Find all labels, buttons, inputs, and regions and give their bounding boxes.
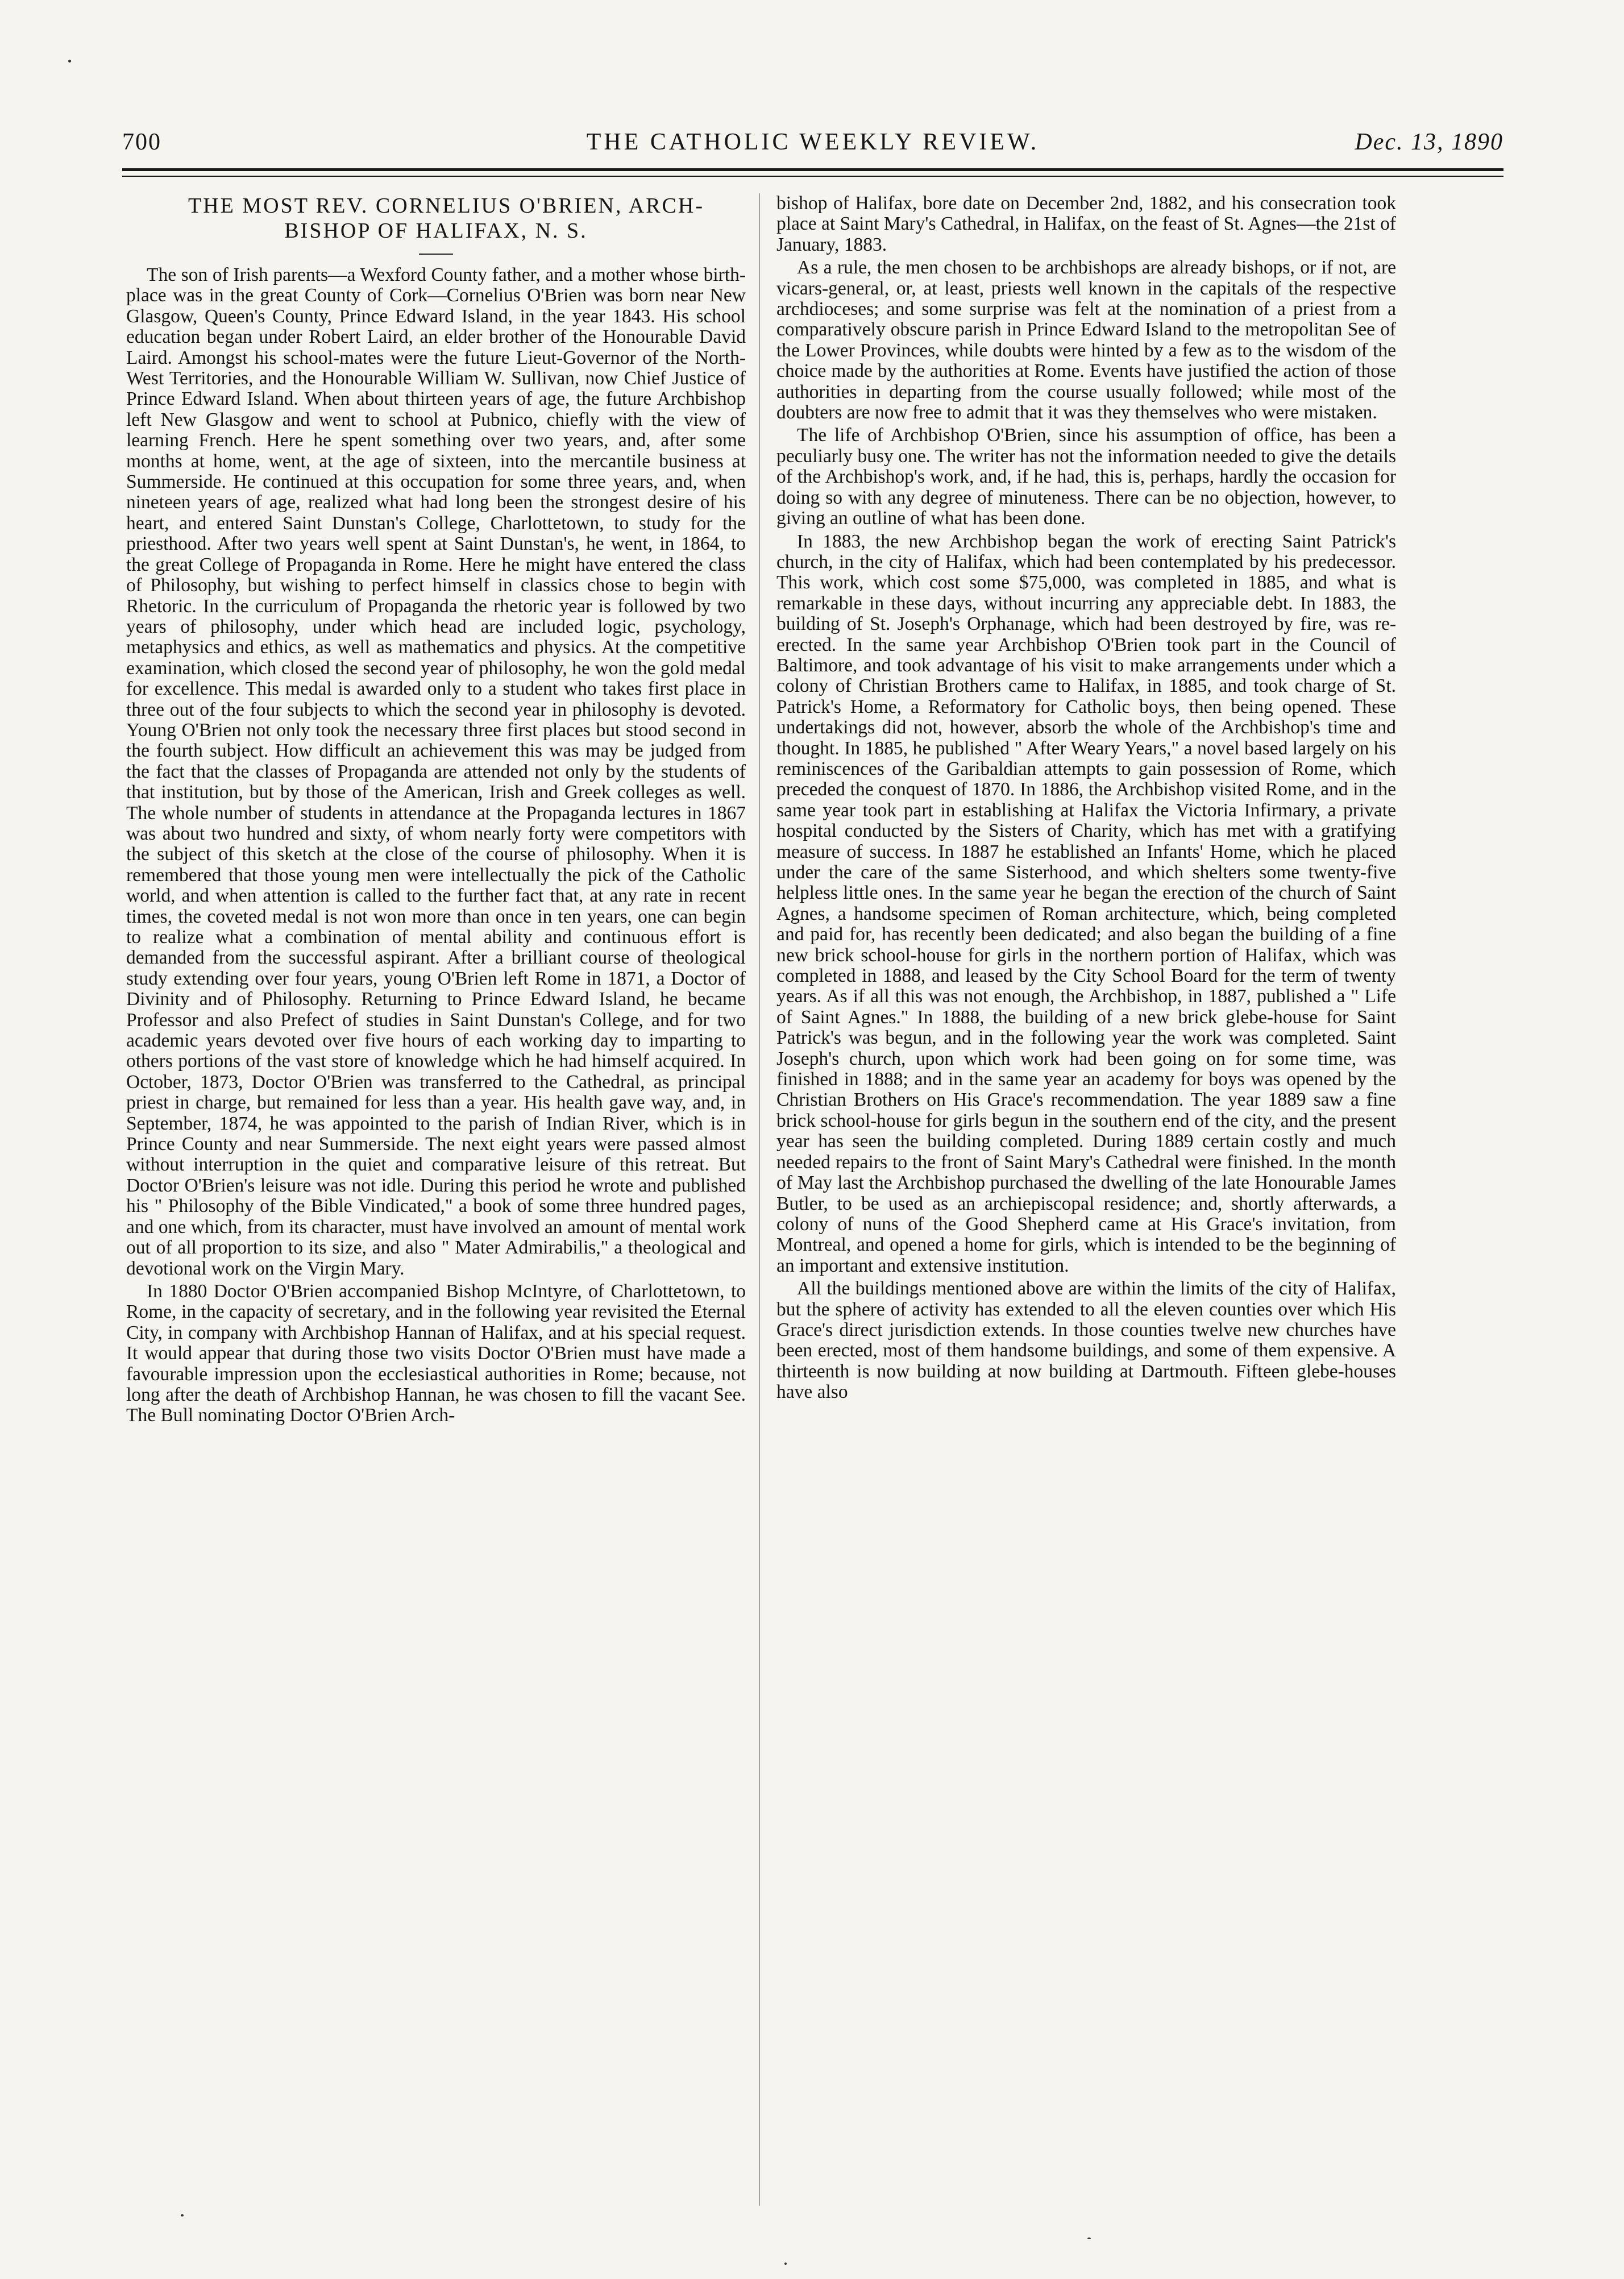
left-column [126, 193, 746, 1426]
print-speck [1087, 2238, 1091, 2239]
paragraph: As a rule, the men chosen to be archbishops are already bishops, or if not, are vicars-general, or, at least, priests well known in the capitals of the respective archdioceses; and some surprise was felt at the nomination of a priest from a comparatively obscure parish in Prince Edward Island to the metropolitan See of the Lower Provinces, while doubts were hinted by a few as to the wisdom of the choice made by the authorities at Rome. Events have justified the action of those authorities in departing from the course usually followed; while most of the doubters are now free to admit that it was they themselves who were mistaken. [776, 257, 1396, 424]
article-title: THE MOST REV. CORNELIUS O'BRIEN, ARCH-BISHOP OF HALIFAX, N. S. [188, 194, 704, 243]
issue-date: Dec. 13, 1890 [1355, 129, 1503, 155]
page-header [122, 119, 1503, 161]
paragraph: bishop of Halifax, bore date on December 2nd, 1882, and his consecration took place at Saint Mary's Cathedral, in Halifax, on the feast of St. Agnes—the 21st of January, 1883. [776, 193, 1396, 255]
publication-title: THE CATHOLIC WEEKLY REVIEW. [586, 129, 1040, 155]
print-speck [181, 2214, 184, 2216]
title-separator [419, 254, 453, 255]
paragraph: In 1880 Doctor O'Brien accompanied Bishop McIntyre, of Charlottetown, to Rome, in the capacity of secretary, and in the following year revisited the Eternal City, in company with Archbishop Hannan of Halifax, and at his special request. It would appear that during those two visits Doctor O'Brien must have made a favourable impression upon the ecclesiastical authorities in Rome; because, not long after the death of Archbishop Hannan, he was chosen to fill the vacant See. The Bull nominating Doctor O'Brien Arch- [126, 1280, 746, 1426]
paragraph: The son of Irish parents—a Wexford County father, and a mother whose birth-place was in the great County of Cork—Cornelius O'Brien was born near New Glasgow, Queen's County, Prince Edward Island, in the year 1843. His school education began under Robert Laird, an elder brother of the Honourable David Laird. Amongst his school-mates were the future Lieut-Governor of the North-West Territories, and the Honourable William W. Sullivan, now Chief Justice of Prince Edward Island. When about thirteen years of age, the future Archbishop left New Glasgow and went to school at Pubnico, chiefly with the view of learning French. Here he spent something over two years, and, after some months at home, went, at the age of sixteen, into the mercantile business at Summerside. He continued at this occupation for some three years, and, when nineteen years of age, realized what had long been the strongest desire of his heart, and entered Saint Dunstan's College, Charlottetown, to study for the priesthood. After two years well spent at Saint Dunstan's, he went, in 1864, to the great College of Propaganda in Rome. Here he might have entered the class of Philosophy, but wishing to perfect himself in classics chose to begin with Rhetoric. In the curriculum of Propaganda the rhetoric year is followed by two years of philosophy, under which head are included logic, psychology, metaphysics and ethics, as well as mathematics and physics. At the competitive examination, which closed the second year of philosophy, he won the gold medal for excellence. This medal is awarded only to a student who takes first place in three out of the four subjects to which the second year in philosophy is devoted. Young O'Brien not only took the necessary three first places but stood second in the fourth subject. How difficult an achievement this was may be judged from the fact that the classes of Propaganda are attended not only by the students of that institution, but by those of the American, Irish and Greek colleges as well. The whole number of students in attendance at the Propaganda lectures in 1867 was about two hundred and sixty, of whom nearly forty were competitors with the subject of this sketch at the close of the course of philosophy. When it is remembered that those young men were intellectually the pick of the Catholic world, and when attention is called to the further fact that, at any rate in recent times, the coveted medal is not won more than once in ten years, one can begin to realize what a combination of mental ability and continuous effort is demanded from the successful aspirant. After a brilliant course of theological study extending over four years, young O'Brien left Rome in 1871, a Doctor of Divinity and of Philosophy. Returning to Prince Edward Island, he became Professor and also Prefect of studies in Saint Dunstan's College, and for two academic years devoted over five hours of each working day to imparting to others portions of the vast store of knowledge which he had himself acquired. In October, 1873, Doctor O'Brien was transferred to the Cathedral, as principal priest in charge, but remained for less than a year. His health gave way, and, in September, 1874, he was appointed to the parish of Indian River, which is in Prince County and near Summerside. The next eight years were passed almost without interruption in the quiet and comparative leisure of this retreat. But Doctor O'Brien's leisure was not idle. During this period he wrote and published his " Philosophy of the Bible Vindicated," a book of some three hundred pages, and one which, from its character, must have involved an amount of mental work out of all proportion to its size, and also " Mater Admirabilis," a theological and devotional work on the Virgin Mary. [126, 264, 746, 1279]
paragraph: All the buildings mentioned above are within the limits of the city of Halifax, but the sphere of activity has extended to all the eleven counties over which His Grace's direct jurisdiction extends. In those counties twelve new churches have been erected, most of them handsome buildings, and some of them expensive. A thirteenth is now building at now building at Dartmouth. Fifteen glebe-houses have also [776, 1278, 1396, 1403]
print-speck [784, 2263, 787, 2265]
paragraph: In 1883, the new Archbishop began the work of erecting Saint Patrick's church, in the city of Halifax, which had been contemplated by his predecessor. This work, which cost some $75,000, was completed in 1885, and what is remarkable in these days, without incurring any appreciable debt. In 1883, the building of St. Joseph's Orphanage, which had been destroyed by fire, was re-erected. In the same year Archbishop O'Brien took part in the Council of Baltimore, and took advantage of his visit to make arrangements under which a colony of Christian Brothers came to Halifax, in 1885, and took charge of St. Patrick's Home, a Reformatory for Catholic boys, then being opened. These undertakings did not, however, absorb the whole of the Archbishop's time and thought. In 1885, he published " After Weary Years," a novel based largely on his reminiscences of the Garibaldian attempts to gain possession of Rome, which preceded the conquest of 1870. In 1886, the Archbishop visited Rome, and in the same year took part in establishing at Halifax the Victoria Infirmary, a private hospital conducted by the Sisters of Charity, which has met with a gratifying measure of success. In 1887 he established an Infants' Home, which he placed under the care of the same Sisterhood, and which shelters some twenty-five helpless little ones. In the same year he began the erection of the church of Saint Agnes, a handsome specimen of Roman architecture, which, being completed and paid for, has recently been dedicated; and also began the building of a fine new brick school-house for girls in the northern portion of Halifax, which was completed in 1888, and leased by the City School Board for the term of twenty years. As if all this was not enough, the Archbishop, in 1887, published a " Life of Saint Agnes." In 1888, the building of a new brick glebe-house for Saint Patrick's was begun, and in the following year the work was completed. Saint Joseph's church, upon which work had been going on for some time, was finished in 1888; and in the same year an academy for boys was opened by the Christian Brothers on His Grace's recommendation. The year 1889 saw a fine brick school-house for girls begun in the southern end of the city, and the present year has seen the building completed. During 1889 certain costly and much needed repairs to the front of Saint Mary's Cathedral were finished. In the month of May last the Archbishop purchased the dwelling of the late Honourable James Butler, to be used as an archiepiscopal residence; and, shortly afterwards, a colony of nuns of the Good Shepherd came at His Grace's invitation, from Montreal, and opened a home for girls, which is intended to be the beginning of an important and extensive institution. [776, 530, 1396, 1276]
header-rule-thin [122, 176, 1503, 177]
header-rule-thick [122, 168, 1503, 171]
print-speck [68, 60, 71, 63]
paragraph: The life of Archbishop O'Brien, since his assumption of office, has been a peculiarly busy one. The writer has not the information needed to give the details of the Archbishop's work, and, if he had, this is, perhaps, hardly the occasion for doing so with any degree of minuteness. There can be no objection, however, to giving an outline of what has been done. [776, 425, 1396, 529]
column-divider [759, 193, 760, 2206]
page-number: 700 [122, 129, 161, 155]
right-column [776, 193, 1396, 1403]
